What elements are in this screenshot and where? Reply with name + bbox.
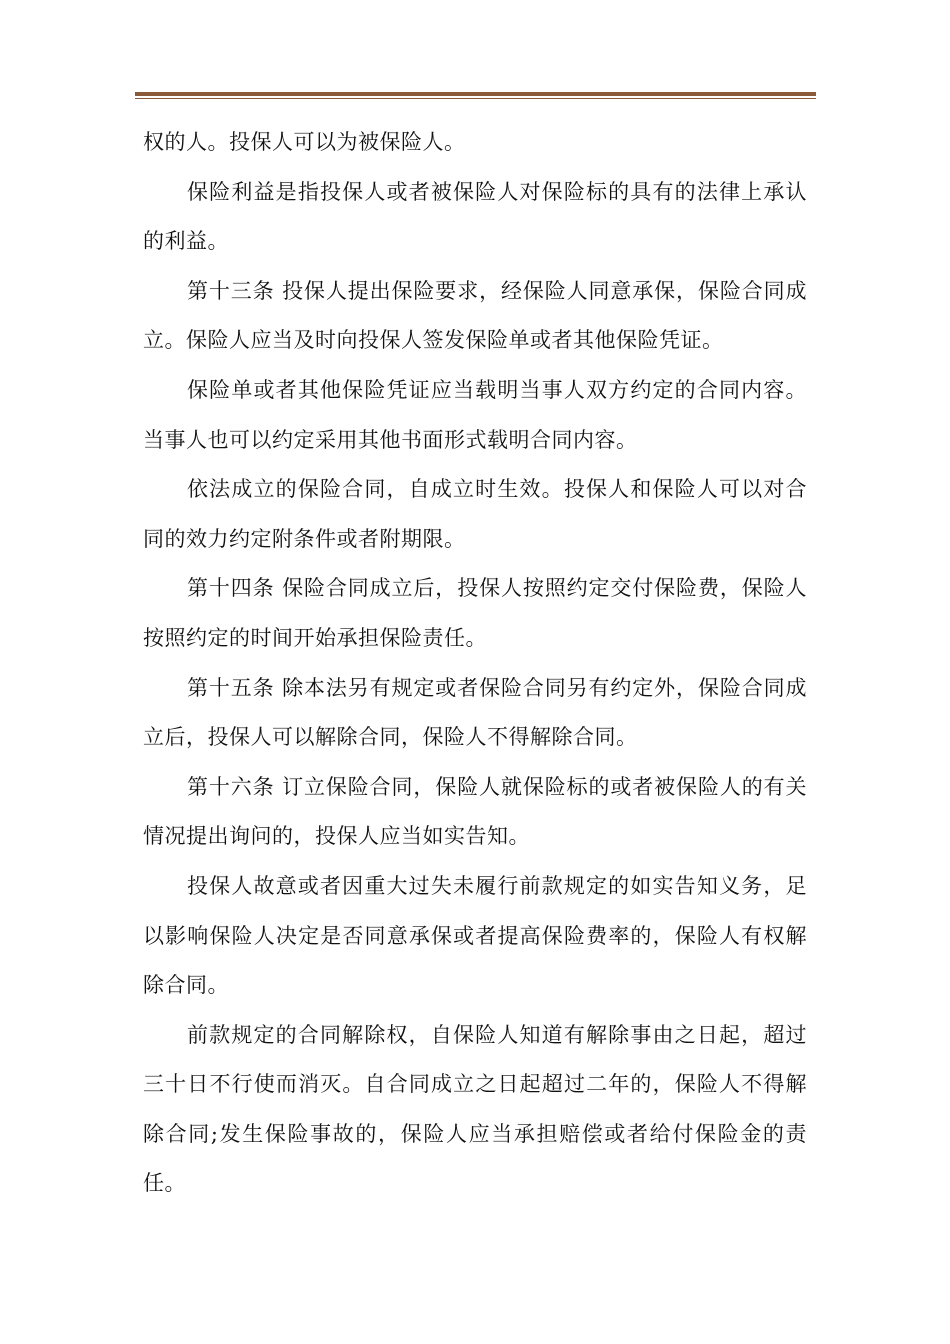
- article-16-paragraph: 第十六条 订立保险合同，保险人就保险标的或者被保险人的有关情况提出询问的，投保人应当如实告知。: [143, 774, 807, 849]
- article-15-paragraph: 第十五条 除本法另有规定或者保险合同另有约定外，保险合同成立后，投保人可以解除合同，保险人不得解除合同。: [143, 675, 807, 750]
- paragraph: 权的人。投保人可以为被保险人。: [143, 130, 466, 154]
- article-13-paragraph: 第十三条 投保人提出保险要求，经保险人同意承保，保险合同成立。保险人应当及时向投保人签发保险单或者其他保险凭证。: [143, 278, 807, 353]
- document-body: [143, 118, 807, 1209]
- header-rule-thin: [135, 98, 816, 99]
- paragraph: 前款规定的合同解除权，自保险人知道有解除事由之日起，超过三十日不行使而消灭。自合同成立之日起超过二年的，保险人不得解除合同;发生保险事故的，保险人应当承担赔偿或者给付保险金的责任。: [143, 1022, 807, 1196]
- header-rule: [135, 92, 816, 96]
- paragraph: 依法成立的保险合同，自成立时生效。投保人和保险人可以对合同的效力约定附条件或者附期限。: [143, 477, 807, 551]
- paragraph: 保险单或者其他保险凭证应当载明当事人双方约定的合同内容。当事人也可以约定采用其他书面形式载明合同内容。: [143, 377, 807, 452]
- article-14-paragraph: 第十四条 保险合同成立后，投保人按照约定交付保险费，保险人按照约定的时间开始承担保险责任。: [143, 576, 807, 650]
- paragraph: 保险利益是指投保人或者被保险人对保险标的具有的法律上承认的利益。: [143, 179, 807, 254]
- paragraph: 投保人故意或者因重大过失未履行前款规定的如实告知义务，足以影响保险人决定是否同意承保或者提高保险费率的，保险人有权解除合同。: [143, 873, 807, 998]
